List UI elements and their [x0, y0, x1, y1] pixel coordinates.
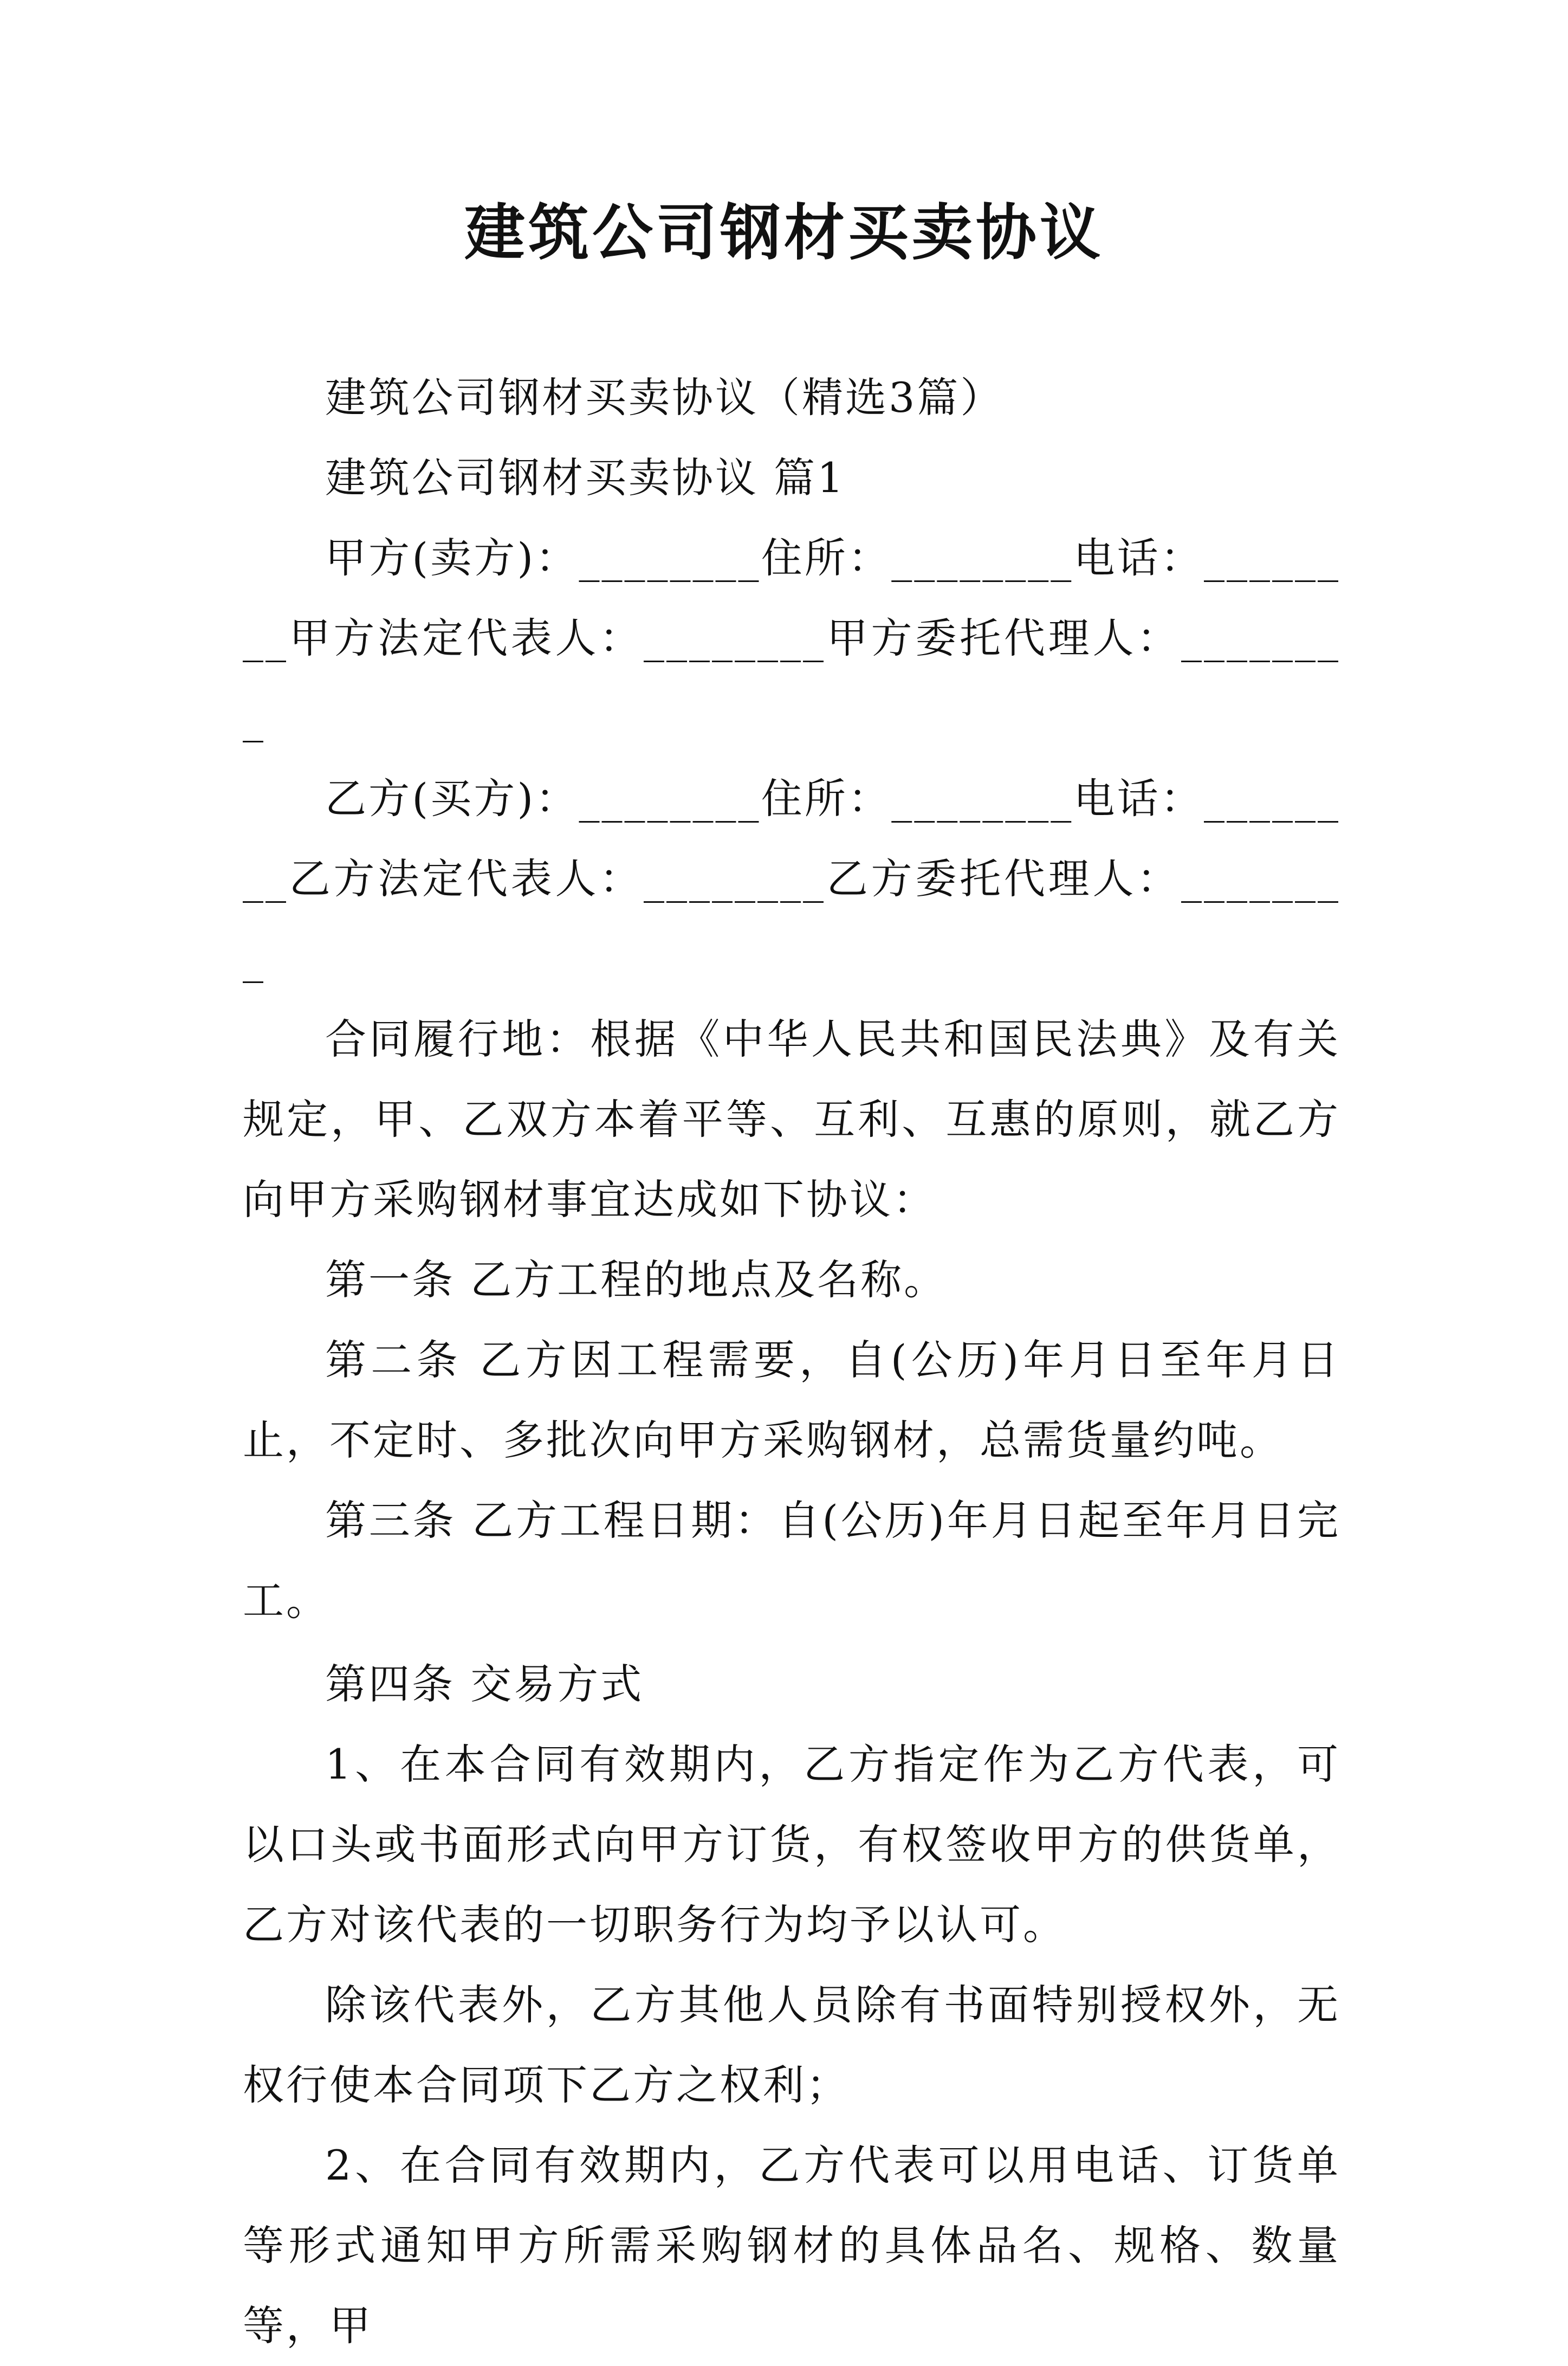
paragraph-subtitle: 建筑公司钢材买卖协议（精选3篇） — [325, 373, 1004, 422]
document-title: 建筑公司钢材买卖协议 — [464, 197, 1104, 268]
paragraph-clause-2: 2、在合同有效期内，乙方代表可以用电话、订货单等形式通知甲方所需采购钢材的具体品名、规格、数量等，甲 — [243, 2141, 1340, 2350]
paragraph-clause-1: 1、在本合同有效期内，乙方指定作为乙方代表，可以口头或书面形式向甲方订货，有权签收甲方的供货单，乙方对该代表的一切职务行为均予以认可。 — [243, 1740, 1340, 1949]
paragraph-article-3: 第三条 乙方工程日期：自(公历)年月日起至年月日完工。 — [243, 1496, 1340, 1625]
paragraph-article-1: 第一条 乙方工程的地点及名称。 — [325, 1256, 948, 1304]
paragraph-section-heading: 建筑公司钢材买卖协议 篇1 — [325, 454, 846, 502]
paragraph-article-2: 第二条 乙方因工程需要，自(公历)年月日至年月日止，不定时、多批次向甲方采购钢材，总需货量约吨。 — [243, 1336, 1340, 1464]
paragraph-party-a: 甲方(卖方)：________住所：________电话：________甲方法定代表人：________甲方委托代理人：________ — [243, 534, 1340, 742]
paragraph-preamble: 合同履行地：根据《中华人民共和国民法典》及有关规定，甲、乙双方本着平等、互利、互惠的原则，就乙方向甲方采购钢材事宜达成如下协议： — [243, 1015, 1340, 1224]
paragraph-party-b: 乙方(买方)：________住所：________电话：________乙方法定代表人：________乙方委托代理人：________ — [243, 774, 1340, 983]
paragraph-article-4: 第四条 交易方式 — [325, 1660, 644, 1708]
paragraph-clause-1-note: 除该代表外，乙方其他人员除有书面特别授权外，无权行使本合同项下乙方之权利； — [243, 1981, 1340, 2109]
document-body — [243, 358, 1340, 2366]
